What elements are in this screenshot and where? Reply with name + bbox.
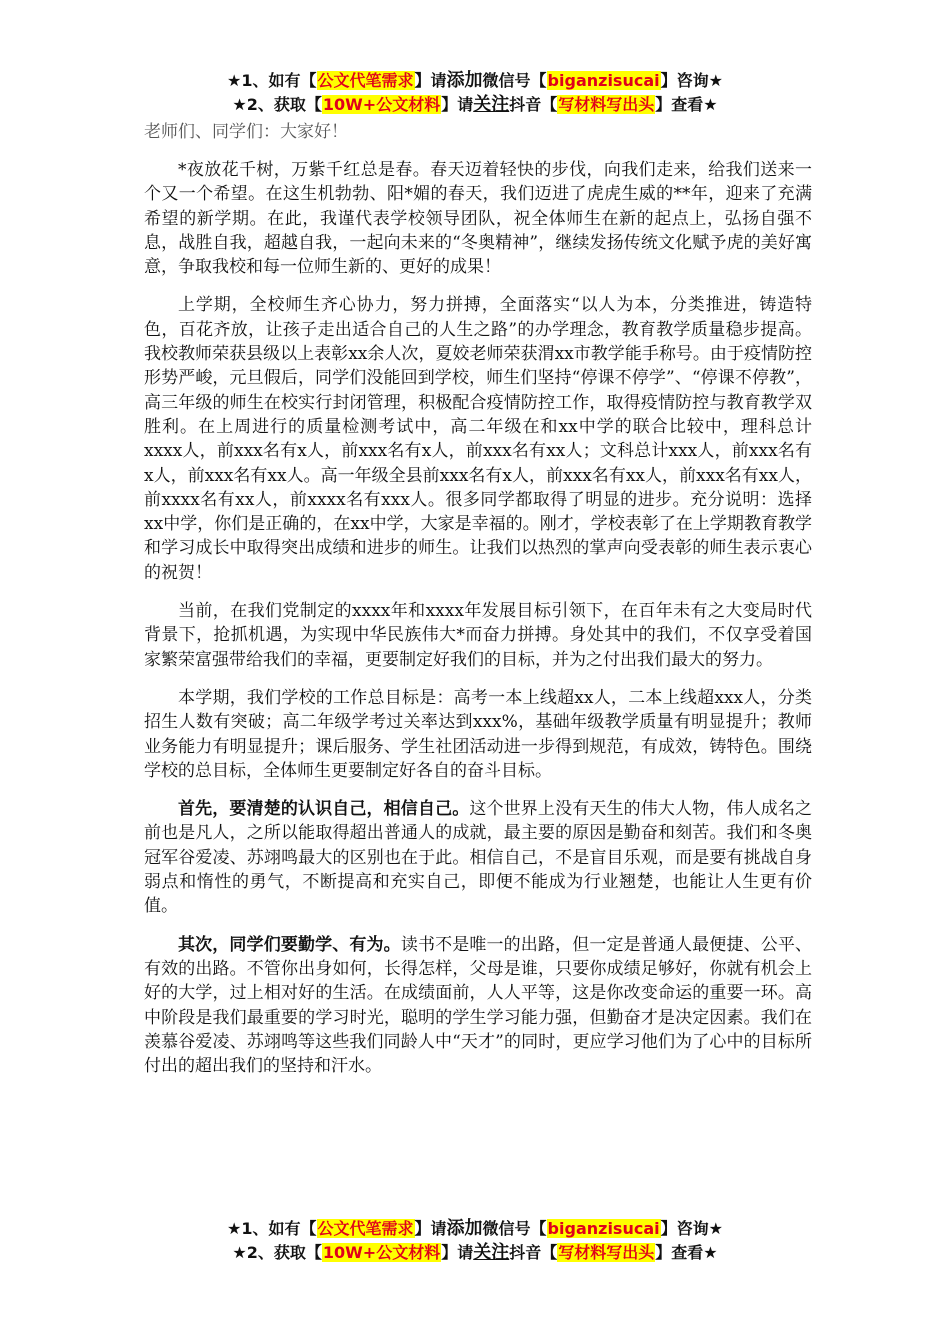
footer-1-highlight-wechat: biganzisucai — [547, 1219, 660, 1238]
banner-1-mid: 】请 — [414, 71, 447, 90]
footer-2-mid: 】请 — [441, 1243, 474, 1262]
banner-2-highlight-douyin: 写材料写出头 — [558, 95, 655, 114]
paragraph-5-lead: 首先，要清楚的认识自己，相信自己。 — [178, 799, 470, 820]
banner-2-mid2: 抖音【 — [509, 95, 558, 114]
banner-1-emphasis: 添加 — [446, 70, 483, 91]
footer-2-emphasis: 关注 — [473, 1242, 510, 1263]
footer-2-highlight-douyin: 写材料写出头 — [558, 1243, 655, 1262]
footer-1-mid2: 微信号【 — [482, 1219, 547, 1238]
banner-2-highlight-materials: 10W+公文材料 — [322, 95, 441, 114]
banner-2-emphasis: 关注 — [473, 94, 510, 115]
footer-2-prefix: ★2、获取【 — [232, 1243, 322, 1262]
banner-1-highlight-service: 公文代笔需求 — [317, 71, 414, 90]
banner-2-suffix: 】查看★ — [655, 95, 718, 114]
paragraph-5 — [144, 797, 812, 918]
banner-1-mid2: 微信号【 — [482, 71, 547, 90]
footer-2-highlight-materials: 10W+公文材料 — [322, 1243, 441, 1262]
footer-banner-line-2 — [0, 1242, 950, 1264]
banner-1-highlight-wechat: biganzisucai — [547, 71, 660, 90]
document-body — [144, 158, 812, 1092]
footer-1-emphasis: 添加 — [446, 1218, 483, 1239]
paragraph-4 — [144, 686, 812, 783]
banner-2-mid: 】请 — [441, 95, 474, 114]
paragraph-3-text: 当前，在我们党制定的xxxx年和xxxx年发展目标引领下，在百年未有之大变局时代背景下，抢抓机遇，为实现中华民族伟大*而奋力拼搏。身处其中的我们，不仅享受着国家繁荣富强带给我们的幸福，更要制定好我们的目标，并为之付出我们最大的努力。 — [144, 601, 812, 670]
paragraph-1 — [144, 158, 812, 279]
footer-1-suffix: 】咨询★ — [660, 1219, 723, 1238]
paragraph-5-text: 这个世界上没有天生的伟大人物，伟人成名之前也是凡人，之所以能取得超出普通人的成就，最主要的原因是勤奋和刻苦。我们和冬奥冠军谷爱凌、苏翊鸣最大的区别也在于此。相信自己，不是盲目乐观，而是要有挑战自身弱点和惰性的勇气，不断提高和充实自己，即便不能成为行业翘楚，也能让人生更有价值。 — [144, 799, 813, 917]
paragraph-6-lead: 其次，同学们要勤学、有为。 — [178, 934, 401, 955]
paragraph-6-text: 读书不是唯一的出路，但一定是普通人最便捷、公平、有效的出路。不管你出身如何，长得怎样，父母是谁，只要你成绩足够好，你就有机会上好的大学，过上相对好的生活。在成绩面前，人人平等，这是你改变命运的重要一环。高中阶段是我们最重要的学习时光，聪明的学生学习能力强，但勤奋才是决定因素。我们在羡慕谷爱凌、苏翊鸣等这些我们同龄人中“天才”的同时，更应学习他们为了心中的目标所付出的超出我们的坚持和汗水。 — [144, 934, 813, 1077]
paragraph-2 — [144, 293, 812, 585]
paragraph-3 — [144, 599, 812, 672]
banner-1-suffix: 】咨询★ — [660, 71, 723, 90]
paragraph-4-text: 本学期，我们学校的工作总目标是：高考一本上线超xx人，二本上线超xxx人，分类招生人数有突破；高二年级学考过关率达到xxx%，基础年级教学质量有明显提升；教师业务能力有明显提升；课后服务、学生社团活动进一步得到规范，有成效，铸特色。围绕学校的总目标，全体师生更要制定好各自的奋斗目标。 — [144, 687, 812, 781]
paragraph-1-text: *夜放花千树，万紫千红总是春。春天迈着轻快的步伐，向我们走来，给我们送来一个又一个希望。在这生机勃勃、阳*媚的春天，我们迈进了虎虎生威的**年，迎来了充满希望的新学期。在此，我谨代表学校领导团队，祝全体师生在新的起点上，弘扬自强不息，战胜自我，超越自我，一起向未来的“冬奥精神”，继续发扬传统文化赋予虎的美好寓意，争取我校和每一位师生新的、更好的成果！ — [144, 160, 812, 278]
greeting: 老师们、同学们：大家好！ — [144, 122, 348, 142]
paragraph-2-text: 上学期，全校师生齐心协力，努力拼搏，全面落实“以人为本，分类推进，铸造特色，百花齐放，让孩子走出适合自己的人生之路”的办学理念，教育教学质量稳步提高。我校教师荣获县级以上表彰xx余人次，夏姣老师荣获渭xx市教学能手称号。由于疫情防控形势严峻，元旦假后，同学们没能回到学校，师生们坚持“停课不停学”、“停课不停教”，高三年级的师生在校实行封闭管理，积极配合疫情防控工作，取得疫情防控与教育教学双胜利。在上周进行的质量检测考试中，高二年级在和xx中学的联合比较中，理科总计xxxx人，前xxx名有x人，前xxx名有x人，前xxx名有xx人；文科总计xxx人，前xxx名有x人，前xxx名有xx人。高一年级全县前xxx名有x人，前xxx名有xx人，前xxx名有xx人，前xxxx名有xx人，前xxxx名有xxx人。很多同学都取得了明显的进步。充分说明：选择xx中学，你们是正确的，在xx中学，大家是幸福的。刚才，学校表彰了在上学期教育教学和学习成长中取得突出成绩和进步的师生。让我们以热烈的掌声向受表彰的师生表示衷心的祝贺！ — [144, 295, 812, 583]
footer-2-mid2: 抖音【 — [509, 1243, 558, 1262]
banner-line-2 — [0, 94, 950, 116]
paragraph-6 — [144, 933, 812, 1079]
footer-1-mid: 】请 — [414, 1219, 447, 1238]
banner-line-1 — [0, 70, 950, 92]
footer-2-suffix: 】查看★ — [655, 1243, 718, 1262]
footer-banner-line-1 — [0, 1218, 950, 1240]
banner-2-prefix: ★2、获取【 — [232, 95, 322, 114]
banner-1-prefix: ★1、如有【 — [227, 71, 317, 90]
footer-1-prefix: ★1、如有【 — [227, 1219, 317, 1238]
footer-1-highlight-service: 公文代笔需求 — [317, 1219, 414, 1238]
